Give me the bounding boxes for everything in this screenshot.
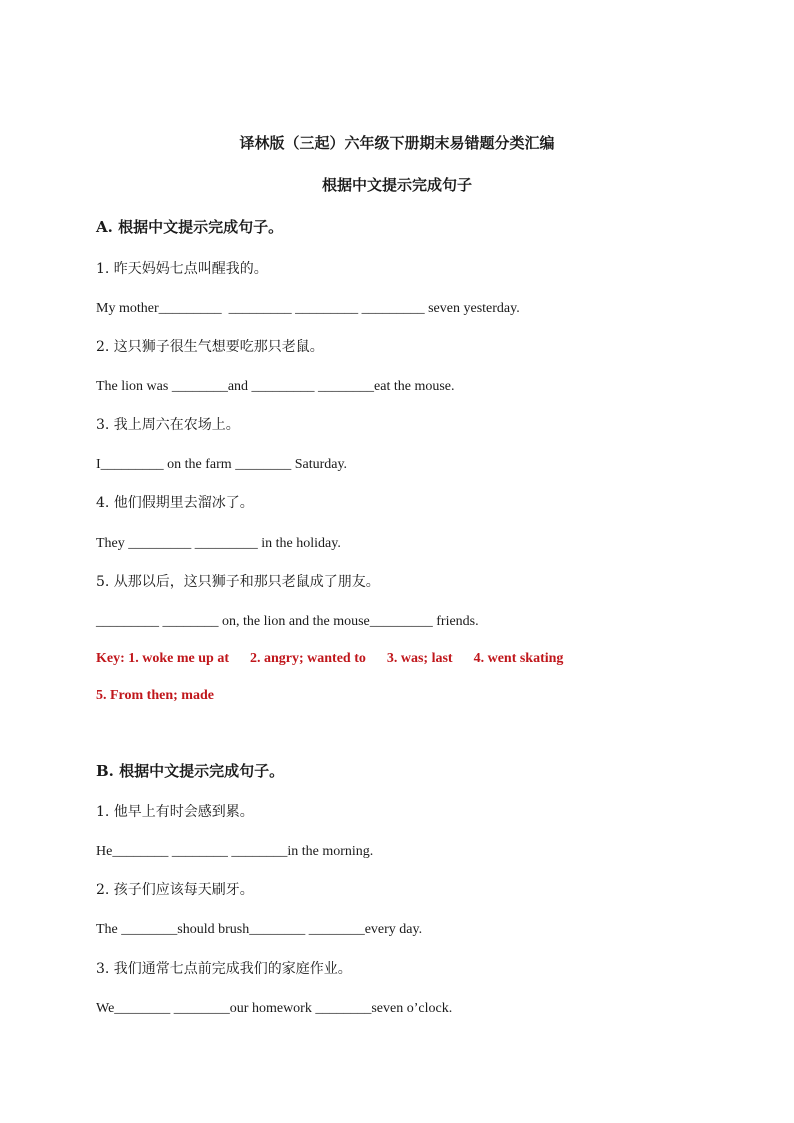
section-a-heading: A. 根据中文提示完成句子。 [96,218,284,236]
section-a-item-3-chinese: 3. 我上周六在农场上。 [96,417,240,433]
section-a-item-3-english: I_________ on the farm ________ Saturday. [96,457,348,472]
section-a-item-1-chinese: 1. 昨天妈妈七点叫醒我的。 [96,261,268,277]
section-a-item-2-chinese: 2. 这只狮子很生气想要吃那只老鼠。 [96,339,324,355]
section-b-item-3-chinese: 3. 我们通常七点前完成我们的家庭作业。 [96,961,352,977]
section-a-item-5-english: _________ ________ on, the lion and the mouse_________ friends. [96,614,479,629]
section-b-item-2-english: The ________should brush________ ________every day. [96,922,423,937]
section-b-item-2-chinese: 2. 孩子们应该每天刷牙。 [96,882,254,898]
answer-key-line-2: 5. From then; made [96,688,214,703]
section-b-item-1-chinese: 1. 他早上有时会感到累。 [96,804,254,820]
answer-key-line-1: Key: 1. woke me up at 2. angry; wanted to 3. was; last 4. went skating [96,651,564,666]
section-a-item-4-english: They _________ _________ in the holiday. [96,536,341,551]
section-a-item-4-chinese: 4. 他们假期里去溜冰了。 [96,495,254,511]
section-a-item-1-english: My mother_________ _________ _________ _________ seven yesterday. [96,301,520,316]
document-title: 译林版（三起）六年级下册期末易错题分类汇编 [239,134,555,152]
section-b-heading: B. 根据中文提示完成句子。 [96,762,285,780]
section-a-item-2-english: The lion was ________and _________ ________eat the mouse. [96,379,455,394]
section-a-item-5-chinese: 5. 从那以后，这只狮子和那只老鼠成了朋友。 [96,574,380,590]
document-subtitle: 根据中文提示完成句子 [321,176,472,194]
section-b-item-3-english: We________ ________our homework ________seven o’clock. [96,1001,453,1016]
section-b-item-1-english: He________ ________ ________in the morning. [96,844,374,859]
